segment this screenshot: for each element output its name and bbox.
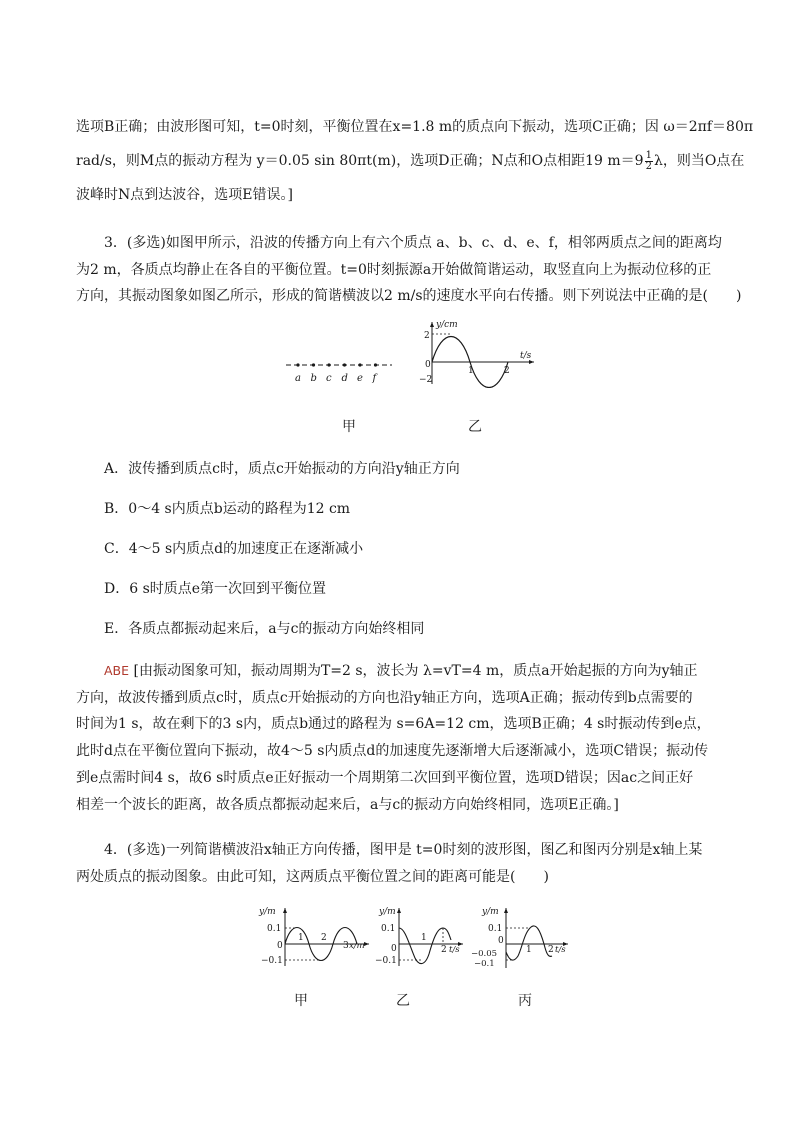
q3-analysis-line-4: 此时d点在平衡位置向下振动，故4～5 s内质点d的加速度先逐渐增大后逐渐减小，选项C错误；振动传 xyxy=(76,743,709,759)
q4-jia-tick-3: 3 xyxy=(343,941,349,951)
fraction-one-half xyxy=(645,151,653,172)
q3-analysis-line-5: 到e点需时间4 s，故6 s时质点e正好振动一个周期第二次回到平衡位置，选项D错误；因ac之间正好 xyxy=(76,770,694,786)
jia-point-c xyxy=(327,363,330,366)
jia-point-f xyxy=(374,363,377,366)
q3-option-a: A．波传播到质点c时，质点c开始振动的方向沿y轴正方向 xyxy=(104,461,460,477)
q4-stem-line-1: 4．(多选)一列简谐横波沿x轴正方向传播，图甲是 t=0时刻的波形图，图乙和图丙分别是x轴上某 xyxy=(104,842,703,858)
q4-yi-yneg: −0.1 xyxy=(375,956,397,966)
q4-jia-tick-2: 2 xyxy=(321,933,327,943)
q4-jia-yneg: −0.1 xyxy=(261,956,283,966)
jia-point-a xyxy=(296,363,299,366)
q4-figure-bing xyxy=(470,904,574,972)
q3-option-d: D．6 s时质点e第一次回到平衡位置 xyxy=(104,581,327,597)
q4-bing-y-arrow xyxy=(504,908,508,913)
yi-y-axis-arrow xyxy=(430,322,434,327)
q4-yi-ylabel: y/m xyxy=(379,907,396,917)
q3-stem-line-1: 3．(多选)如图甲所示，沿波的传播方向上有六个质点 a、b、c、d、e、f，相邻两质点之间的距离均 xyxy=(104,235,722,251)
jia-point-label-a: a xyxy=(295,373,301,384)
q4-jia-tick-1: 1 xyxy=(298,933,304,943)
q4-yi-origin: 0 xyxy=(391,944,397,954)
q4-stem-line-2: 两处质点的振动图象。由此可知，这两质点平衡位置之间的距离可能是( ) xyxy=(76,869,549,885)
jia-point-e xyxy=(358,363,361,366)
q4-figure-yi-caption: 乙 xyxy=(396,993,410,1009)
yi-xtick-2: 2 xyxy=(504,366,510,376)
prev-answer-line-1: 选项B正确；由波形图可知，t=0时刻，平衡位置在x=1.8 m的质点向下振动，选项C正确；因 ω＝2πf＝80π xyxy=(76,119,754,135)
jia-point-label-f: f xyxy=(372,373,377,384)
q4-jia-ylabel: y/m xyxy=(259,907,276,917)
yi-xtick-1: 1 xyxy=(468,366,474,376)
q4-bing-yneg: −0.1 xyxy=(474,959,495,969)
q4-figure-bing-caption: 丙 xyxy=(518,993,532,1009)
jia-point-b xyxy=(312,363,315,366)
q3-figure-yi xyxy=(416,318,544,388)
q3-stem-line-3: 方向，其振动图象如图乙所示，形成的简谐横波以2 m/s的速度水平向右传播。则下列说法中正确的是( ) xyxy=(76,288,742,304)
jia-point-d xyxy=(343,363,346,366)
q4-bing-ylabel: y/m xyxy=(482,907,499,917)
q4-bing-xlabel: t/s xyxy=(555,945,566,955)
q3-answer-key: ABE xyxy=(104,663,130,678)
q4-jia-xlabel: x/m xyxy=(349,941,365,951)
yi-ylabel: y/cm xyxy=(436,320,458,330)
q3-figure-yi-caption: 乙 xyxy=(468,419,482,435)
q3-option-c: C．4～5 s内质点d的加速度正在逐渐减小 xyxy=(104,541,364,557)
q4-jia-x-arrow xyxy=(364,942,369,946)
q4-yi-y-arrow xyxy=(397,908,401,913)
fraction-numerator: 1 xyxy=(645,149,652,161)
prev-answer-line-2-text-a: rad/s，则M点的振动方程为 y＝0.05 sin 80πt(m)，选项D正确；N点和O点相距19 m＝9 xyxy=(76,153,644,169)
q4-jia-ypos: 0.1 xyxy=(267,924,282,934)
q4-bing-tick-1: 1 xyxy=(526,945,532,955)
prev-answer-line-2 xyxy=(76,150,744,172)
q3-analysis-line-1 xyxy=(104,660,697,680)
q4-yi-tick-1: 1 xyxy=(421,933,427,943)
q4-figure-jia xyxy=(255,904,375,970)
yi-origin-label: 0 xyxy=(425,360,431,370)
q4-jia-y-arrow xyxy=(283,908,287,913)
q4-yi-ypos: 0.1 xyxy=(381,924,396,934)
prev-answer-line-3: 波峰时N点到达波谷，选项E错误。] xyxy=(76,187,293,203)
q4-bing-ypos: 0.1 xyxy=(488,924,503,934)
jia-point-label-e: e xyxy=(357,373,363,384)
q4-yi-tick-2: 2 xyxy=(441,945,447,955)
q3-analysis-line-3: 时间为1 s，故在剩下的3 s内，质点b通过的路程为 s=6A=12 cm，选项B正确；4 s时振动传到e点， xyxy=(76,716,711,732)
q4-figure-jia-caption: 甲 xyxy=(294,993,308,1009)
jia-point-label-c: c xyxy=(326,373,332,384)
q4-figure-yi xyxy=(371,904,471,970)
q4-bing-origin: 0 xyxy=(498,936,504,946)
q3-stem-line-2: 为2 m，各质点均静止在各自的平衡位置。t=0时刻振源a开始做简谐运动，取竖直向上为振动位移的正 xyxy=(76,262,712,278)
q4-bing-ymid: −0.05 xyxy=(471,949,498,959)
q3-figure-jia-caption: 甲 xyxy=(342,419,356,435)
q3-option-e: E．各质点都振动起来后，a与c的振动方向始终相同 xyxy=(104,621,425,637)
q3-figure-jia xyxy=(284,355,396,385)
q3-analysis-line-2: 方向，故波传播到质点c时，质点c开始振动的方向也沿y轴正方向，选项A正确；振动传到b点需要的 xyxy=(76,690,693,706)
q4-yi-xlabel: t/s xyxy=(449,945,460,955)
yi-xlabel: t/s xyxy=(520,351,532,361)
jia-point-label-b: b xyxy=(310,373,317,384)
jia-point-label-d: d xyxy=(341,373,348,384)
q3-analysis-text-1: [由振动图象可知，振动周期为T=2 s，波长为 λ=vT=4 m，质点a开始起振的方向为y轴正 xyxy=(133,663,698,679)
q4-jia-origin: 0 xyxy=(277,941,283,951)
yi-ypos-label: 2 xyxy=(424,331,430,341)
q4-bing-tick-2: 2 xyxy=(548,945,554,955)
prev-answer-line-2-text-b: λ，则当O点在 xyxy=(653,153,745,169)
fraction-denominator: 2 xyxy=(645,160,652,172)
q3-analysis-line-6: 相差一个波长的距离，故各质点都振动起来后，a与c的振动方向始终相同，选项E正确。] xyxy=(76,797,619,813)
q3-option-b: B．0～4 s内质点b运动的路程为12 cm xyxy=(104,501,351,517)
yi-yneg-label: −2 xyxy=(419,375,433,385)
